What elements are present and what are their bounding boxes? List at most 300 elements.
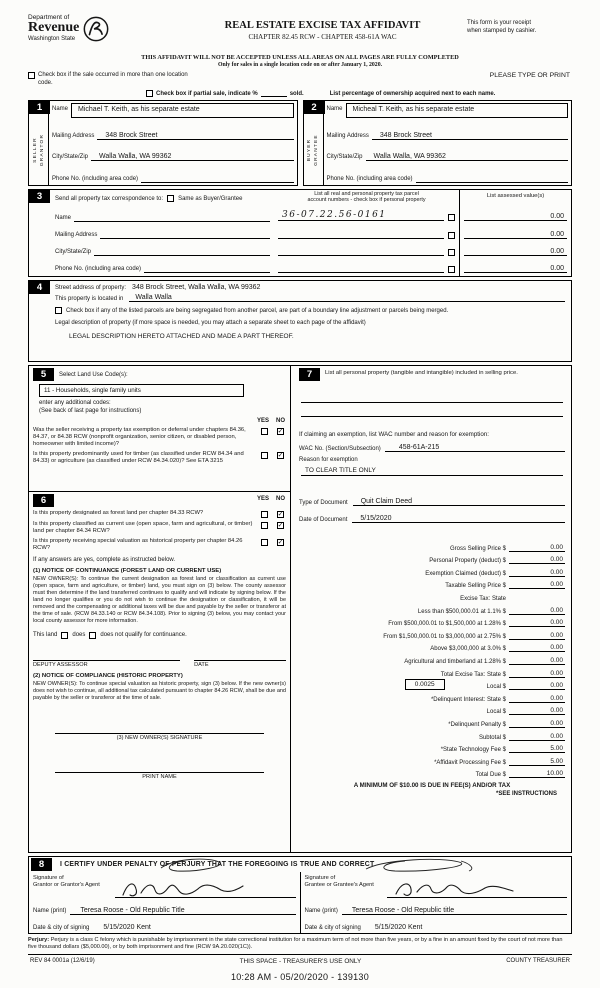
money-label: Total Excise Tax: State $ [440,671,506,678]
money-label: From $500,000.01 to $1,500,000 at 1.28% $ [388,621,506,628]
yes-checkbox[interactable] [261,511,268,518]
certification-header [29,857,571,872]
seller-role-strip [29,114,48,185]
land-use-title: Select Land Use Code(s): [59,371,128,378]
located-in-row [55,294,565,302]
legal-description-value: LEGAL DESCRIPTION HERETO ATTACHED AND MADE A PART THEREOF. [69,333,294,340]
money-value: 0.00 [509,581,565,589]
multi-location-label: Check box if the sale occurred in more than one location code. [38,72,188,86]
date-of-document-row [299,515,565,523]
buyer-city-row [327,140,569,162]
located-in-label: This property is located in [55,296,124,302]
money-row-affidavit-processing-fee [299,753,565,766]
money-row-tier1 [299,602,565,615]
single-location-note: Only for sales in a single location code on or after January 1, 2020. [217,62,383,68]
street-address-value: 348 Brock Street, Walla Walla, WA 99362 [132,284,261,291]
seller-side-column [29,101,49,185]
recording-timestamp: 10:28 AM - 05/20/2020 - 139130 [230,971,370,982]
corr-mailing-row [55,222,270,239]
left-column [29,366,291,852]
money-row-tier3 [299,627,565,640]
main-columns [28,365,572,853]
section-6-number: 6 [33,494,54,507]
money-value: 0.00 [509,644,565,652]
assessed-values-column [459,190,571,276]
parcel-row [278,221,455,238]
grantor-signature-label [33,872,111,898]
section-4-number: 4 [29,281,50,294]
question-text: Is this property predominantly used for timber (as classified under RCW 84.34 and 84.33) or agriculture (as classified under RCW 84.34.020)? See ETA 3215 [33,450,244,464]
seller-grantor-box [28,100,298,186]
receipt-note-line2: when stamped by cashier. [467,27,537,34]
notice-continuance-title: (1) NOTICE OF CONTINUANCE (FOREST LAND OR CURRENT USE) [33,567,222,574]
money-row-subtotal [299,728,565,741]
section-8-certification [28,856,572,934]
no-checkbox[interactable]: ✓ [277,522,284,529]
money-value: 5.00 [509,745,565,753]
money-label: Total Due $ [475,772,506,779]
money-label: Agricultural and timberland at 1.28% $ [404,658,506,665]
section-6-classification [29,492,290,852]
section-5-land-use [29,366,290,492]
money-value: 0.00 [509,607,565,615]
grantor-date-label: Date & city of signing [33,925,90,931]
section-1-number: 1 [29,101,50,114]
yes-header-label: YES [256,496,269,502]
section-7-number: 7 [299,368,320,381]
money-value: 0.00 [509,733,565,741]
segregated-row [55,307,565,314]
new-owner-signature-line [55,724,264,734]
question-row [33,427,286,448]
grantee-signature-icon [391,879,519,901]
dept-of-label: Department of [28,14,70,21]
money-label: Local $ [486,684,506,691]
buyer-name-value: Micheal T. Keith, as his separate estate [346,103,568,118]
buyer-city-label: City/State/Zip [326,154,363,161]
corr-city-label: City/State/Zip [55,249,92,255]
multi-location-option [28,72,193,87]
personal-property-blank-line [301,403,563,417]
question-checkboxes [261,451,286,465]
assessed-value-row [464,221,567,238]
no-checkbox[interactable]: ✓ [277,511,284,518]
personal-property-checkbox[interactable] [448,232,455,239]
corr-name-row [55,205,270,222]
wac-number-value: 458-61A-215 [385,444,565,452]
corr-name-value [74,214,270,222]
see-back-note: (See back of last page for instructions) [39,408,142,414]
partial-sale-row [28,90,572,97]
completion-warning: THIS AFFIDAVIT WILL NOT BE ACCEPTED UNLESS ALL AREAS ON ALL PAGES ARE FULLY COMPLETED [141,54,459,61]
seller-fields [49,101,297,185]
money-row-agricultural [299,652,565,665]
corr-mailing-label: Mailing Address [55,232,98,238]
assessed-value: 0.00 [464,213,567,221]
seller-name-label: Name [52,106,69,112]
grantee-label: GRANTEE [314,133,319,166]
please-type-or-print: PLEASE TYPE OR PRINT [489,72,570,79]
money-value: 0.00 [509,544,565,552]
seller-phone-value [141,175,293,183]
grantor-name-label: Name (print) [33,908,67,914]
corr-phone-row [55,256,270,273]
money-label: Above $3,000,000 at 3.0% $ [430,646,506,653]
section-5-number: 5 [33,368,54,381]
print-name-field [33,763,286,780]
signature-of-label: Signature of [304,875,336,881]
buyer-label: BUYER [306,138,312,161]
yes-checkbox[interactable] [261,539,268,546]
no-checkbox[interactable]: ✓ [277,451,284,459]
title-block [178,14,467,41]
send-correspondence-row [55,192,270,205]
dor-logo-icon [82,15,110,43]
parties-row [28,100,572,186]
money-row-taxable-selling-price [299,577,565,590]
form-header [28,14,572,54]
grantor-name-value: Teresa Roose - Old Republic Title [70,907,295,915]
yes-checkbox[interactable] [261,452,268,459]
question-text: Is this property classified as current use (open space, farm and agricultural, or timber) land per chapter 84.34 RCW? [33,521,253,534]
excise-tax-table [299,539,565,778]
parcel-row [278,256,455,273]
money-value: 0.00 [509,556,565,564]
grantee-date-row [305,915,568,932]
same-as-buyer-checkbox[interactable] [167,195,174,202]
parcel-number-value: 36-07.22.56-0161 [278,210,444,221]
parcel-number-blank [278,264,444,273]
grantor-label: GRANTOR [39,133,45,166]
section-7-header [299,368,565,381]
money-row-excise-tax-state [299,589,565,602]
treasurer-use-label: THIS SPACE - TREASURER'S USE ONLY [239,957,362,965]
print-name-label: PRINT NAME [142,773,177,780]
buyer-name-label: Name [326,106,343,112]
money-value: 0.00 [509,707,565,715]
money-label: Taxable Selling Price $ [445,583,506,590]
partial-sale-sold-label: sold. [289,91,304,97]
money-label: Personal Property (deduct) $ [429,558,506,565]
does-not-label: does not qualify for continuance. [100,632,187,639]
seller-city-label: City/State/Zip [52,154,89,161]
seller-phone-row [52,161,294,183]
date-of-document-value: 5/15/2020 [352,515,565,523]
assessed-value-row [464,239,567,256]
seller-label: SELLER [32,136,38,163]
does-label: does [72,632,86,639]
personal-property-checkbox[interactable] [448,214,455,221]
assessed-values-header: List assessed value(s) [486,193,545,199]
send-correspondence-label: Send all property tax correspondence to: [55,195,164,202]
money-row-local [299,678,565,691]
money-value: 0.00 [509,657,565,665]
buyer-phone-row [327,161,569,183]
deputy-assessor-label: DEPUTY ASSESSOR [33,661,88,668]
assessed-value: 0.00 [464,248,567,256]
receipt-note-line1: This form is your receipt [467,20,532,26]
question-text: Is this property designated as forest land per chapter 84.33 RCW? [33,510,204,516]
buyer-mailing-value: 348 Brock Street [372,132,568,140]
money-label: From $1,500,000.01 to $3,000,000 at 2.75% $ [383,633,506,640]
question-text: Is this property receiving special valuation as historical property per chapter 84.26 RCW? [33,537,243,551]
signature-of-label: Signature of [33,875,64,881]
top-options-row [28,72,572,87]
seller-mailing-row [52,118,294,140]
seller-mailing-label: Mailing Address [52,132,95,139]
seller-phone-label: Phone No. (including area code) [52,176,139,183]
buyer-mailing-label: Mailing Address [326,132,369,139]
section-6-header [33,494,286,507]
money-label: Excise Tax: State [460,595,506,602]
personal-property-title: List all personal property (tangible and intangible) included in selling price. [325,370,518,376]
question-row [33,538,286,552]
perjury-bold-label: Perjury: [28,937,50,943]
chapter-subtitle: CHAPTER 82.45 RCW - CHAPTER 458-61A WAC [248,33,397,41]
located-in-value: Walla Walla [129,294,565,302]
if-yes-note: If any answers are yes, complete as instructed below. [33,556,176,563]
type-of-document-label: Type of Document [299,500,348,506]
buyer-grantee-box [303,100,573,186]
grantee-date-label: Date & city of signing [304,925,361,931]
revenue-label: Revenue [28,20,80,35]
grantee-name-value: Teresa Roose - Old Republic title [342,907,567,915]
additional-codes-label: enter any additional codes: [39,400,111,406]
question-checkboxes [261,521,286,535]
exemption-note: If claiming an exemption, list WAC number and reason for exemption: [299,431,489,438]
grantor-signature-column [29,872,300,933]
money-label: *Delinquent Interest: State $ [430,696,506,703]
parcel-header-line2: account numbers - check box if personal property [307,197,426,204]
money-label: *Delinquent Penalty $ [448,721,506,728]
grantee-agent-label: Grantee or Grantee's Agent [304,882,374,889]
corr-mailing-value [100,231,270,239]
partial-sale-option [146,90,304,97]
yes-header-label: YES [256,418,269,424]
reason-for-exemption-value: TO CLEAR TITLE ONLY [301,467,563,476]
question-checkboxes [261,538,286,552]
type-of-document-value: Quit Claim Deed [353,498,565,506]
buyer-side-column [304,101,324,185]
deputy-assessor-row [33,651,286,668]
does-checkbox[interactable] [61,632,68,639]
buyer-phone-value [416,175,568,183]
buyer-fields [324,101,572,185]
assessed-value: 0.00 [464,231,567,239]
notice-continuance-text: NEW OWNER(S): To continue the current designation as forest land or classification as current use (open space, farm and agriculture, or timber) land, you must sign on (3) below. The county assessor must then determine if the land transferred continues to qualify and will indicate by signing below. If the land no longer qualifies or you do not wish to continue the designation or classification, it will be removed and the compensating or additional taxes will be due and payable by the seller or transferor at the time of sale. (RCW 84.33.140 or RCW 84.34.108). Prior to signing (3) below, you may contact your local county assessor for more information. [33,575,286,624]
money-label: Subtotal $ [478,734,506,741]
buyer-role-text [306,134,320,166]
this-land-label: This land [33,632,58,639]
signature-scribble-icon [361,857,481,873]
money-label: Gross Selling Price $ [449,545,506,552]
personal-property-checkbox[interactable] [448,249,455,256]
minimum-due-note: A MINIMUM OF $10.00 IS DUE IN FEE(S) AND/OR TAX [353,782,511,790]
street-address-row [55,284,565,291]
rev-form-number: REV 84 0001a (12/6/19) [30,957,95,964]
yes-no-header [257,496,286,502]
section-3-tax-correspondence [28,189,572,277]
assessor-date-label: DATE [194,661,209,668]
no-header-label: NO [276,418,285,424]
new-owner-signature-label: (3) NEW OWNER(S) SIGNATURE [116,734,203,741]
money-row-tier2 [299,615,565,628]
seller-city-row [52,140,294,162]
money-value: 0.00 [509,720,565,728]
buyer-mailing-row [327,118,569,140]
grantor-signature-area [115,872,296,898]
legal-description-label: Legal description of property (if more space is needed, you may attach a separate sheet to each page of the affidavit) [55,320,366,326]
grantee-date-value: 5/15/2020 Kent [374,924,423,931]
money-label: *Affidavit Processing Fee $ [434,759,506,766]
receipt-note [467,14,572,35]
notice-compliance-text: NEW OWNER(S): To continue special valuation as historic property, sign (3) below. If the new owner(s) does not wish to continue, all additional tax calculated pursuant to chapter 84.26 RCW, shall be due and payable by the seller or transferor at the time of sale. [33,680,286,701]
partial-sale-checkbox[interactable] [146,90,153,97]
seller-mailing-value: 348 Brock Street [97,132,293,140]
corr-phone-label: Phone No. (including area code) [55,266,142,272]
deputy-assessor-line [33,651,180,661]
land-use-code-field: 11 - Households, single family units [39,384,244,397]
personal-property-blank-line [301,389,563,403]
personal-property-checkbox[interactable] [448,266,455,273]
grantee-name-label: Name (print) [304,908,338,914]
money-row-exemption-claimed [299,564,565,577]
section-2-number: 2 [304,101,325,114]
footer-row [28,954,572,965]
money-row-state-technology-fee [299,741,565,754]
dor-wordmark [28,14,79,43]
money-value: 0.00 [509,632,565,640]
yes-checkbox[interactable] [261,522,268,529]
yes-checkbox[interactable] [261,428,268,435]
money-row-gross-selling-price [299,539,565,552]
partial-sale-percent-blank [261,91,287,97]
parcel-number-blank [278,230,444,239]
money-value: 0.00 [509,569,565,577]
money-row-total-excise-state [299,665,565,678]
question-row [33,510,286,518]
perjury-text: Perjury is a class C felony which is punishable by imprisonment in the state correctional institution for a maximum term of not more than five years, or by a fine in an amount fixed by the court of not more than five thousand dollars ($5,000.00), or by both imprisonment and fine (RCW 9A.20.020(1C)). [28,937,563,950]
section-5-header [33,368,286,381]
section-7-tax-computation [291,366,571,852]
corr-name-label: Name [55,215,72,221]
section-4-property-location [28,280,572,362]
money-label: Exemption Claimed (deduct) $ [425,570,506,577]
corr-phone-value [144,265,270,273]
no-checkbox[interactable]: ✓ [277,538,284,546]
see-instructions-note: *SEE INSTRUCTIONS [495,791,557,798]
money-row-personal-property [299,552,565,565]
ownership-note: List percentage of ownership acquired next to each name. [329,91,496,97]
buyer-city-value: Walla Walla, WA 99362 [366,153,568,161]
parcel-row [278,204,455,221]
money-row-tier4 [299,640,565,653]
wac-number-row [299,444,565,452]
buyer-phone-label: Phone No. (including area code) [326,176,413,183]
no-header-label: NO [276,496,285,502]
question-text: Was the seller receiving a property tax exemption or deferral under chapters 84.36, 84.37, or 84.38 RCW (nonprofit organization, senior citizen, or disabled person, homeowner with limited income)? [33,427,246,447]
grantor-date-row [33,915,296,932]
wac-number-label: WAC No. (Section/Subsection) [299,446,381,452]
deputy-assessor-field [33,651,180,668]
buyer-role-strip [304,114,323,185]
money-value: 0.00 [509,682,565,690]
money-row-delinquent-interest-state [299,690,565,703]
grantor-agent-label: Grantor or Grantor's Agent [33,882,100,889]
segregated-checkbox[interactable] [55,307,62,314]
parcel-row [278,239,455,256]
type-of-document-row [299,498,565,506]
assessed-value: 0.00 [464,265,567,273]
certification-statement: I CERTIFY UNDER PENALTY OF PERJURY THAT THE FOREGOING IS TRUE AND CORRECT [60,861,375,868]
corr-city-value [94,248,270,256]
street-address-label: Street address of property: [55,285,127,291]
parcel-numbers-column [274,190,459,276]
question-checkboxes [261,427,286,448]
question-row [33,451,286,465]
seller-name-value: Michael T. Keith, as his separate estate [71,103,293,118]
money-row-delinquent-interest-local [299,703,565,716]
money-value: 0.00 [509,619,565,627]
correspondence-column [29,190,274,276]
grantor-signature-row [33,872,296,898]
assessed-value-row [464,256,567,273]
new-owner-signature-field [33,724,286,741]
same-as-buyer-label: Same as Buyer/Grantee [178,195,243,202]
grantee-signature-column [300,872,572,933]
money-value: 0.00 [509,695,565,703]
money-label: *State Technology Fee $ [440,747,506,754]
buyer-name-row [327,103,569,118]
seller-role-text [31,133,45,165]
seller-city-value: Walla Walla, WA 99362 [91,153,293,161]
money-value: 0.00 [509,670,565,678]
grantee-signature-area [387,872,568,898]
assessed-value-row [464,204,567,221]
section-3-number: 3 [29,190,50,203]
does-not-checkbox[interactable] [89,632,96,639]
multi-location-checkbox[interactable] [28,72,35,79]
question-row [33,521,286,535]
question-checkboxes [261,510,286,518]
corr-city-row [55,239,270,256]
money-value: 5.00 [509,758,565,766]
print-name-line [55,763,264,773]
local-rate-box: 0.0025 [405,679,445,690]
perjury-notice [28,937,572,951]
dor-logo-block [28,14,178,43]
parcel-header-line1: List all real and personal property tax parcel [314,191,419,197]
money-label: Less than $500,000.01 at 1.1% $ [417,608,506,615]
grantor-signature-icon [119,879,247,901]
segregated-label: Check box if any of the listed parcels are being segregated from another parcel, are part of a boundary line adjustment or parcels being merged. [66,307,449,314]
qualify-row [33,632,286,639]
grantor-date-value: 5/15/2020 Kent [103,924,151,931]
money-row-total-due [299,766,565,779]
notice-compliance-title: (2) NOTICE OF COMPLIANCE (HISTORIC PROPERTY) [33,672,183,679]
section-8-number: 8 [31,858,52,871]
grantee-signature-row [305,872,568,898]
grantee-signature-label [305,872,383,898]
assessor-date-field [194,651,286,668]
date-of-document-label: Date of Document [299,517,348,523]
no-checkbox[interactable]: ✓ [277,428,284,435]
parcel-number-blank [278,247,444,256]
reason-for-exemption-label: Reason for exemption [299,457,358,463]
washington-state-label: Washington State [28,36,76,42]
parcel-header [278,191,455,204]
partial-sale-label: Check box if partial sale, indicate % [156,91,258,97]
